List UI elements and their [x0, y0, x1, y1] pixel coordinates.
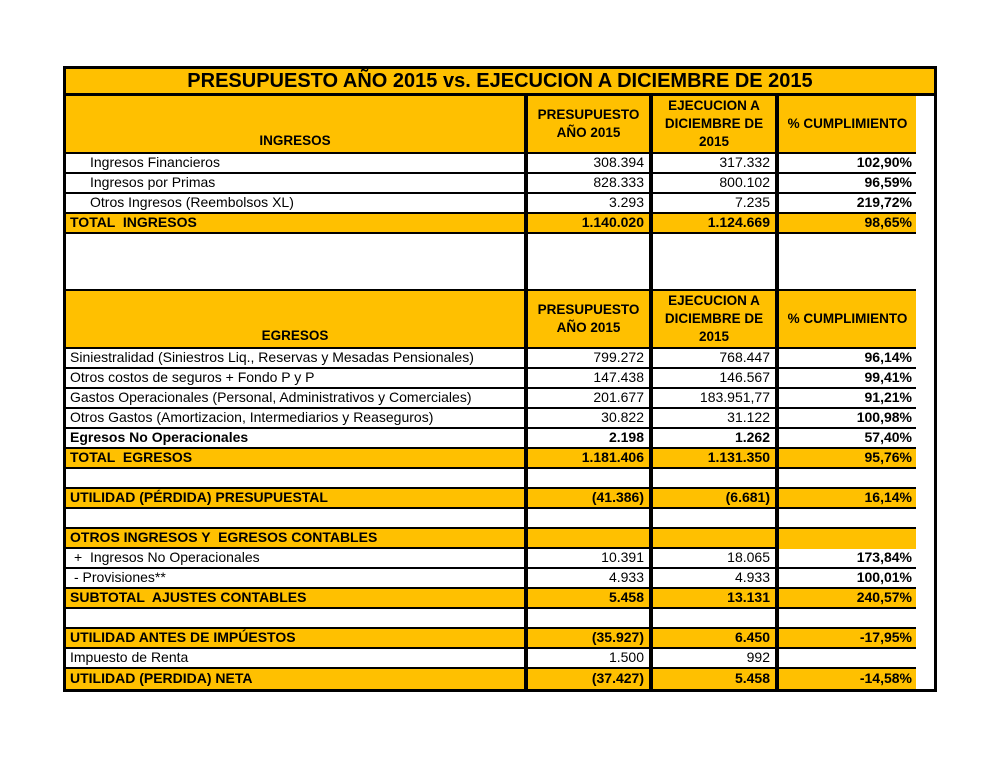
column-header-presupuesto: PRESUPUESTO AÑO 2015: [528, 291, 653, 349]
presupuesto-value: 3.293: [528, 194, 653, 214]
presupuesto-value: 1.140.020: [528, 214, 653, 234]
data-row: [66, 154, 934, 174]
empty-row: [66, 609, 934, 629]
cumplimiento-value: 99,41%: [779, 369, 916, 389]
data-row: [66, 549, 934, 569]
data-row: [66, 389, 934, 409]
row-label: [66, 509, 528, 529]
column-header-row: [66, 96, 934, 154]
cumplimiento-value: 100,01%: [779, 569, 916, 589]
data-row: [66, 429, 934, 449]
ejecucion-value: 7.235: [653, 194, 779, 214]
cumplimiento-value: -17,95%: [779, 629, 916, 649]
row-label: Otros Ingresos (Reembolsos XL): [66, 194, 528, 214]
presupuesto-value: [528, 469, 653, 489]
column-header-presupuesto: PRESUPUESTO AÑO 2015: [528, 96, 653, 154]
row-label: Otros Gastos (Amortizacion, Intermediarios y Reaseguros): [66, 409, 528, 429]
ejecucion-value: 13.131: [653, 589, 779, 609]
column-header-cumplimiento: % CUMPLIMIENTO: [779, 291, 916, 349]
column-header-ejecucion: EJECUCION A DICIEMBRE DE 2015: [653, 96, 779, 154]
data-row: [66, 174, 934, 194]
ejecucion-value: 317.332: [653, 154, 779, 174]
cumplimiento-value: 57,40%: [779, 429, 916, 449]
cumplimiento-value: [779, 609, 916, 629]
row-label: Impuesto de Renta: [66, 649, 528, 669]
presupuesto-value: 4.933: [528, 569, 653, 589]
cumplimiento-value: 173,84%: [779, 549, 916, 569]
row-label: TOTAL EGRESOS: [66, 449, 528, 469]
row-label: TOTAL INGRESOS: [66, 214, 528, 234]
ejecucion-value: 4.933: [653, 569, 779, 589]
ejecucion-value: [653, 509, 779, 529]
data-row: [66, 194, 934, 214]
column-header-row: [66, 291, 934, 349]
ejecucion-value: 1.131.350: [653, 449, 779, 469]
presupuesto-value: (41.386): [528, 489, 653, 509]
data-row: [66, 409, 934, 429]
cumplimiento-value: [779, 469, 916, 489]
data-row: [66, 369, 934, 389]
empty-row: [66, 469, 934, 489]
presupuesto-value: 5.458: [528, 589, 653, 609]
cumplimiento-value: 100,98%: [779, 409, 916, 429]
column-header-cumplimiento: % CUMPLIMIENTO: [779, 96, 916, 154]
presupuesto-value: 10.391: [528, 549, 653, 569]
total-row: [66, 669, 934, 689]
presupuesto-value: 799.272: [528, 349, 653, 369]
cumplimiento-value: 91,21%: [779, 389, 916, 409]
row-label: Siniestralidad (Siniestros Liq., Reservas y Mesadas Pensionales): [66, 349, 528, 369]
presupuesto-value: 147.438: [528, 369, 653, 389]
ejecucion-value: 183.951,77: [653, 389, 779, 409]
row-label: [66, 469, 528, 489]
presupuesto-value: 308.394: [528, 154, 653, 174]
row-label: Gastos Operacionales (Personal, Administrativos y Comerciales): [66, 389, 528, 409]
presupuesto-value: (35.927): [528, 629, 653, 649]
ejecucion-value: 1.124.669: [653, 214, 779, 234]
cumplimiento-value: 96,59%: [779, 174, 916, 194]
cumplimiento-value: 96,14%: [779, 349, 916, 369]
data-row: [66, 569, 934, 589]
cumplimiento-value: [779, 649, 916, 669]
presupuesto-value: [528, 529, 653, 549]
cumplimiento-value: 16,14%: [779, 489, 916, 509]
section-title: INGRESOS: [66, 96, 528, 154]
presupuesto-value: [528, 609, 653, 629]
cumplimiento-value: [779, 509, 916, 529]
cumplimiento-value: [779, 234, 916, 291]
ejecucion-value: 768.447: [653, 349, 779, 369]
section-header-row: [66, 529, 934, 549]
presupuesto-value: 201.677: [528, 389, 653, 409]
total-row: [66, 629, 934, 649]
total-row: [66, 214, 934, 234]
ejecucion-value: 1.262: [653, 429, 779, 449]
section-title: EGRESOS: [66, 291, 528, 349]
empty-row: [66, 234, 934, 291]
presupuesto-value: [528, 509, 653, 529]
ejecucion-value: 800.102: [653, 174, 779, 194]
row-label: [66, 234, 528, 291]
row-label: [66, 609, 528, 629]
row-label: UTILIDAD (PERDIDA) NETA: [66, 669, 528, 689]
table-title-row: [66, 69, 934, 96]
ejecucion-value: 18.065: [653, 549, 779, 569]
data-row: [66, 349, 934, 369]
cumplimiento-value: 98,65%: [779, 214, 916, 234]
total-row: [66, 489, 934, 509]
data-row: [66, 649, 934, 669]
ejecucion-value: 5.458: [653, 669, 779, 689]
cumplimiento-value: -14,58%: [779, 669, 916, 689]
row-label: Ingresos por Primas: [66, 174, 528, 194]
presupuesto-value: 30.822: [528, 409, 653, 429]
ejecucion-value: 146.567: [653, 369, 779, 389]
total-row: [66, 589, 934, 609]
row-label: + Ingresos No Operacionales: [66, 549, 528, 569]
ejecucion-value: 6.450: [653, 629, 779, 649]
ejecucion-value: 31.122: [653, 409, 779, 429]
presupuesto-value: [528, 234, 653, 291]
budget-comparison-table: [63, 66, 937, 692]
table-title: PRESUPUESTO AÑO 2015 vs. EJECUCION A DICIEMBRE DE 2015: [66, 69, 934, 96]
presupuesto-value: 828.333: [528, 174, 653, 194]
row-label: UTILIDAD (PÉRDIDA) PRESUPUESTAL: [66, 489, 528, 509]
ejecucion-value: [653, 469, 779, 489]
row-label: Ingresos Financieros: [66, 154, 528, 174]
row-label: Otros costos de seguros + Fondo P y P: [66, 369, 528, 389]
cumplimiento-value: 95,76%: [779, 449, 916, 469]
column-header-ejecucion: EJECUCION A DICIEMBRE DE 2015: [653, 291, 779, 349]
presupuesto-value: 1.181.406: [528, 449, 653, 469]
row-label: OTROS INGRESOS Y EGRESOS CONTABLES: [66, 529, 528, 549]
cumplimiento-value: 240,57%: [779, 589, 916, 609]
ejecucion-value: [653, 609, 779, 629]
row-label: UTILIDAD ANTES DE IMPÚESTOS: [66, 629, 528, 649]
row-label: SUBTOTAL AJUSTES CONTABLES: [66, 589, 528, 609]
row-label: Egresos No Operacionales: [66, 429, 528, 449]
ejecucion-value: 992: [653, 649, 779, 669]
ejecucion-value: (6.681): [653, 489, 779, 509]
presupuesto-value: (37.427): [528, 669, 653, 689]
ejecucion-value: [653, 234, 779, 291]
empty-row: [66, 509, 934, 529]
cumplimiento-value: 219,72%: [779, 194, 916, 214]
cumplimiento-value: [779, 529, 916, 549]
total-row: [66, 449, 934, 469]
presupuesto-value: 2.198: [528, 429, 653, 449]
cumplimiento-value: 102,90%: [779, 154, 916, 174]
presupuesto-value: 1.500: [528, 649, 653, 669]
row-label: - Provisiones**: [66, 569, 528, 589]
ejecucion-value: [653, 529, 779, 549]
